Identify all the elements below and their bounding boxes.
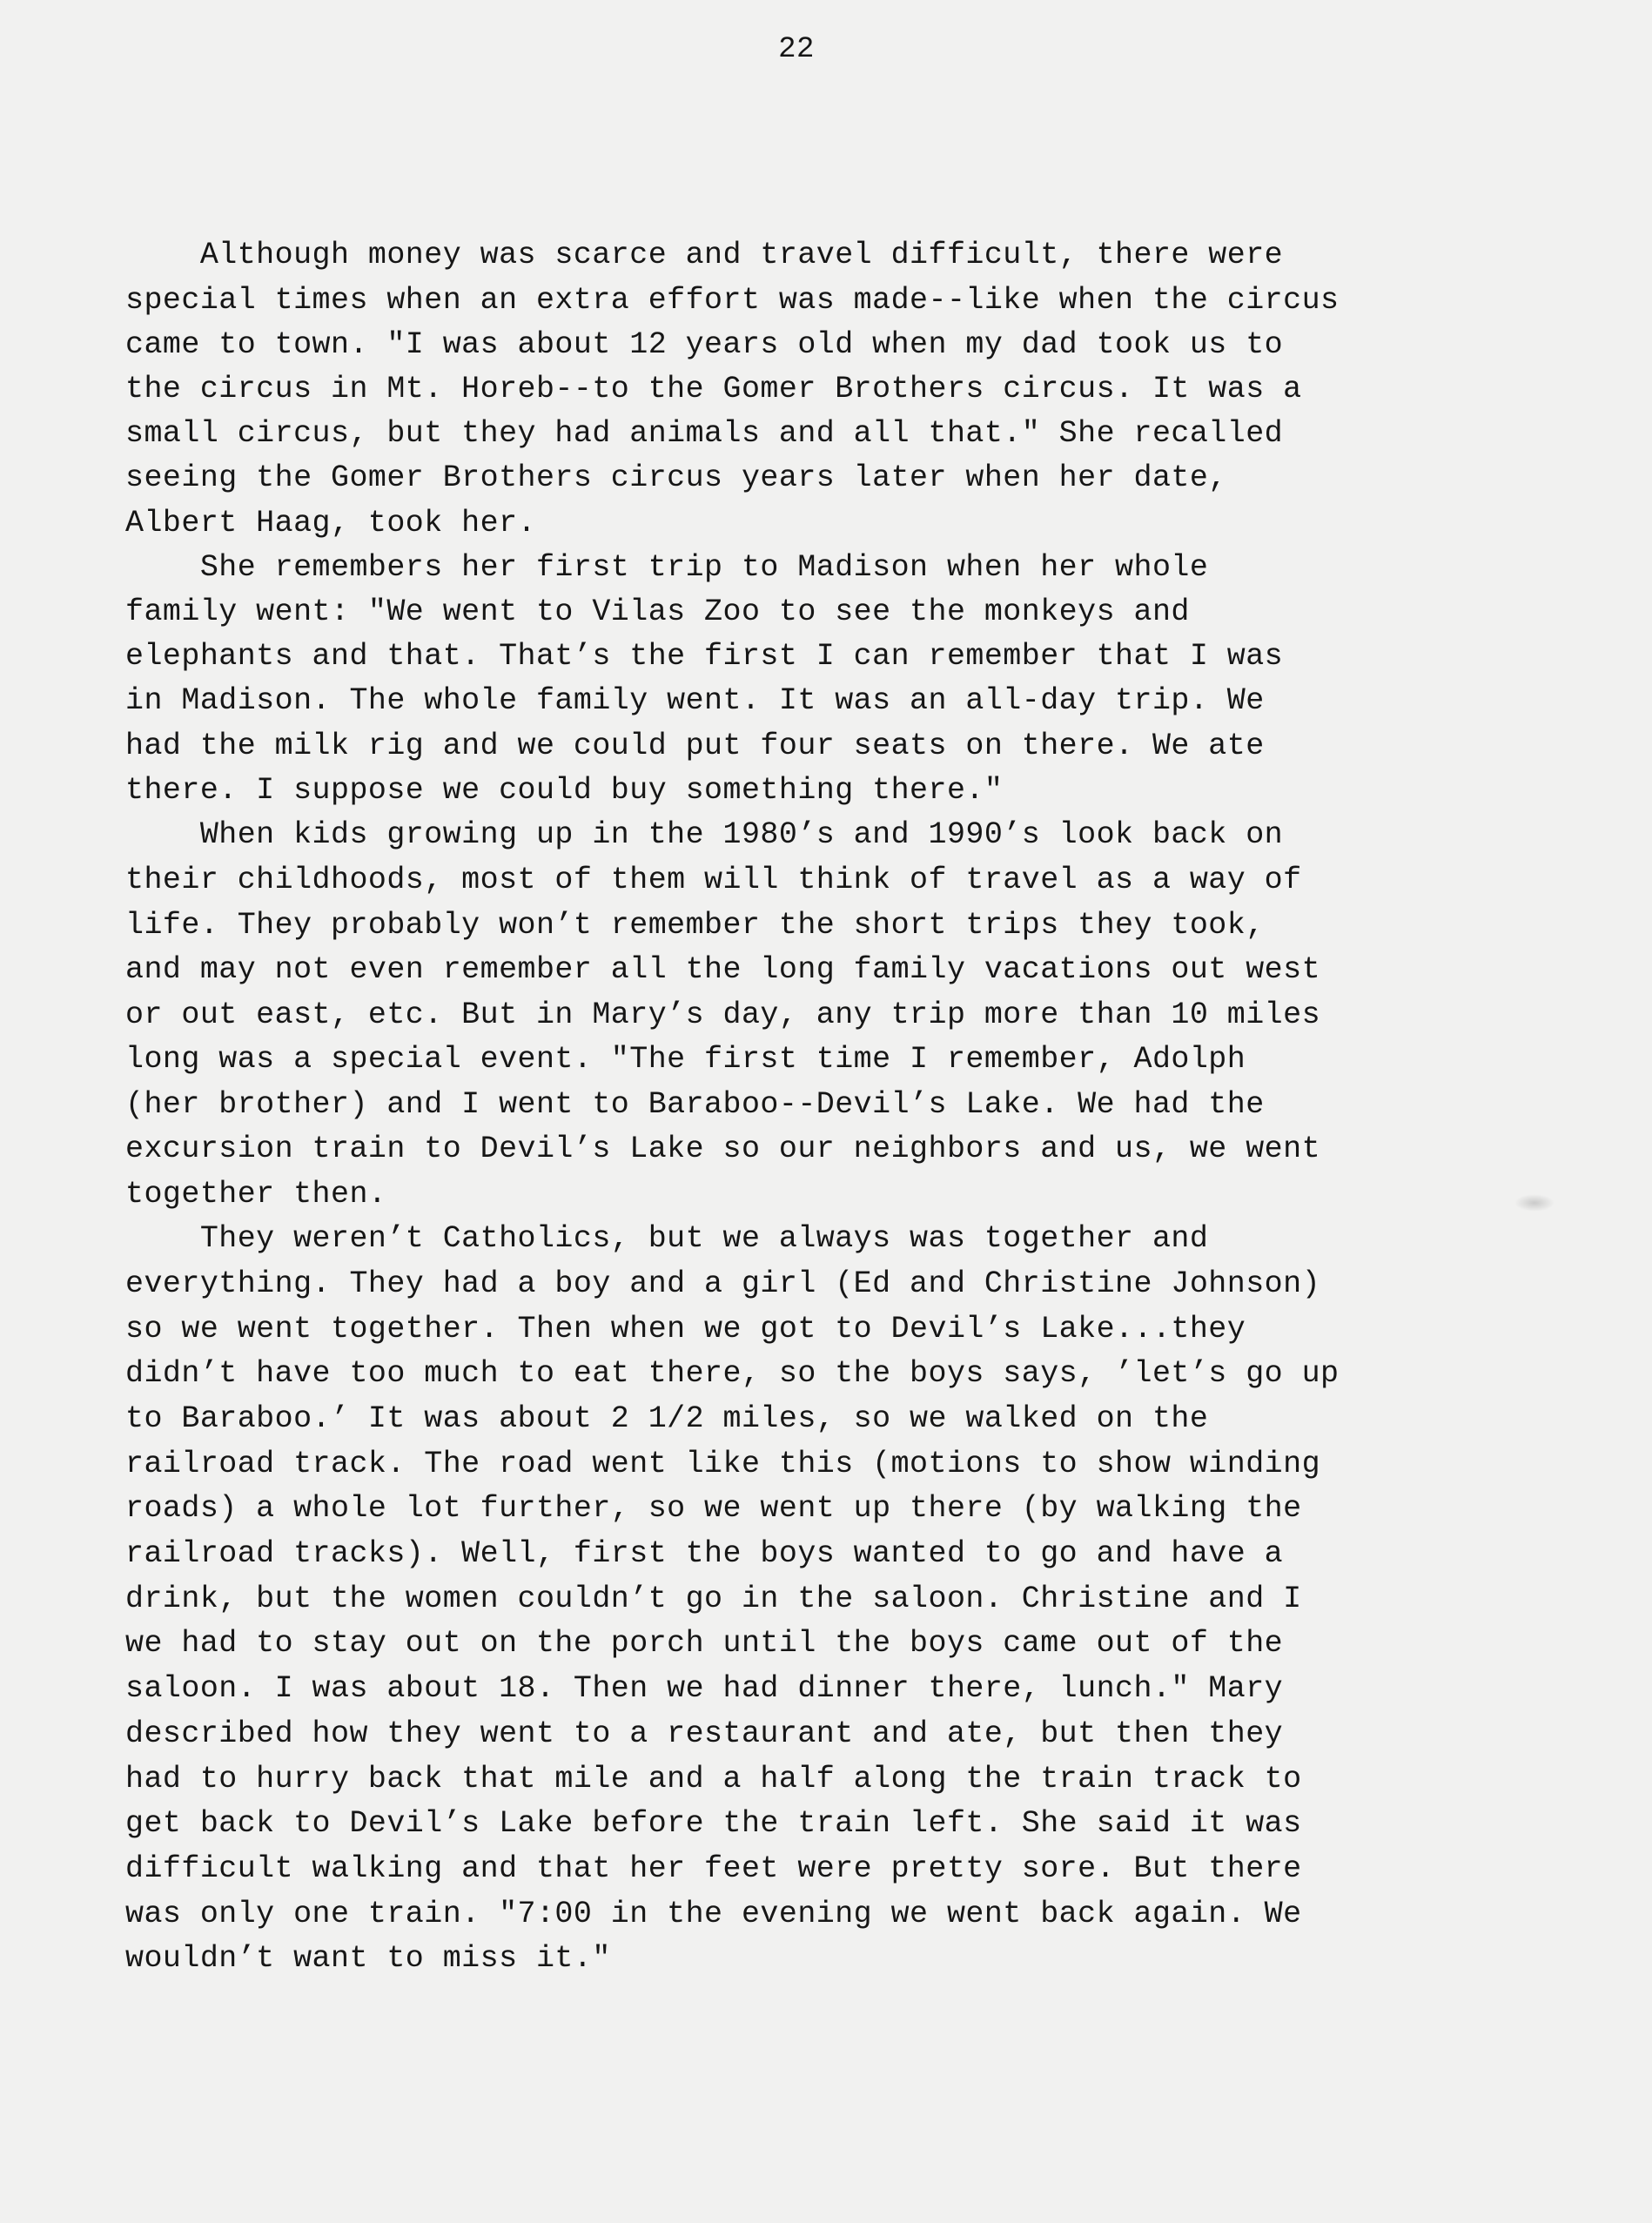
page-number: 22: [778, 33, 815, 66]
text-line: Although money was scarce and travel difficult, there were: [125, 238, 1284, 272]
text-line: wouldn’t want to miss it.": [125, 1941, 611, 1976]
text-line: to Baraboo.’ It was about 2 1/2 miles, so we walked on the: [125, 1401, 1209, 1436]
text-line: described how they went to a restaurant and ate, but then they: [125, 1716, 1284, 1751]
text-line: elephants and that. That’s the first I can remember that I was: [125, 639, 1284, 674]
text-line: family went: "We went to Vilas Zoo to see the monkeys and: [125, 594, 1190, 629]
text-line: drink, but the women couldn’t go in the saloon. Christine and I: [125, 1582, 1302, 1616]
text-line: railroad tracks). Well, first the boys wanted to go and have a: [125, 1536, 1284, 1571]
text-line: (her brother) and I went to Baraboo--Devil’s Lake. We had the: [125, 1087, 1265, 1122]
text-line: came to town. "I was about 12 years old when my dad took us to: [125, 327, 1284, 362]
text-line: excursion train to Devil’s Lake so our neighbors and us, we went: [125, 1132, 1321, 1166]
text-line: in Madison. The whole family went. It was an all-day trip. We: [125, 683, 1265, 718]
text-line: Albert Haag, took her.: [125, 506, 536, 541]
text-line: special times when an extra effort was made--like when the circus: [125, 283, 1340, 318]
text-line: there. I suppose we could buy something there.": [125, 773, 1004, 808]
paper-smudge: [1514, 1194, 1555, 1212]
text-line: small circus, but they had animals and all that." She recalled: [125, 416, 1284, 451]
text-line: railroad track. The road went like this (motions to show winding: [125, 1447, 1321, 1481]
text-line: roads) a whole lot further, so we went up there (by walking the: [125, 1491, 1302, 1526]
text-line: She remembers her first trip to Madison when her whole: [125, 550, 1209, 585]
text-line: and may not even remember all the long family vacations out west: [125, 952, 1321, 987]
text-line: their childhoods, most of them will think of travel as a way of: [125, 863, 1302, 897]
text-line: life. They probably won’t remember the short trips they took,: [125, 908, 1265, 943]
text-line: When kids growing up in the 1980’s and 1990’s look back on: [125, 817, 1284, 852]
text-line: saloon. I was about 18. Then we had dinner there, lunch." Mary: [125, 1671, 1284, 1706]
text-line: had to hurry back that mile and a half along the train track to: [125, 1762, 1302, 1797]
text-line: together then.: [125, 1177, 387, 1212]
text-line: long was a special event. "The first time I remember, Adolph: [125, 1042, 1246, 1077]
text-line: difficult walking and that her feet were pretty sore. But there: [125, 1851, 1302, 1886]
text-line: They weren’t Catholics, but we always was together and: [125, 1221, 1209, 1256]
text-line: or out east, etc. But in Mary’s day, any trip more than 10 miles: [125, 997, 1321, 1032]
text-line: had the milk rig and we could put four seats on there. We ate: [125, 729, 1265, 763]
text-line: so we went together. Then when we got to Devil’s Lake...they: [125, 1312, 1246, 1347]
text-line: get back to Devil’s Lake before the train left. She said it was: [125, 1806, 1302, 1841]
text-line: the circus in Mt. Horeb--to the Gomer Brothers circus. It was a: [125, 372, 1302, 406]
text-line: we had to stay out on the porch until the boys came out of the: [125, 1626, 1284, 1661]
text-line: seeing the Gomer Brothers circus years later when her date,: [125, 460, 1227, 495]
text-line: everything. They had a boy and a girl (Ed and Christine Johnson): [125, 1266, 1321, 1301]
text-line: didn’t have too much to eat there, so the boys says, ’let’s go up: [125, 1356, 1340, 1391]
text-line: was only one train. "7:00 in the evening we went back again. We: [125, 1897, 1302, 1931]
